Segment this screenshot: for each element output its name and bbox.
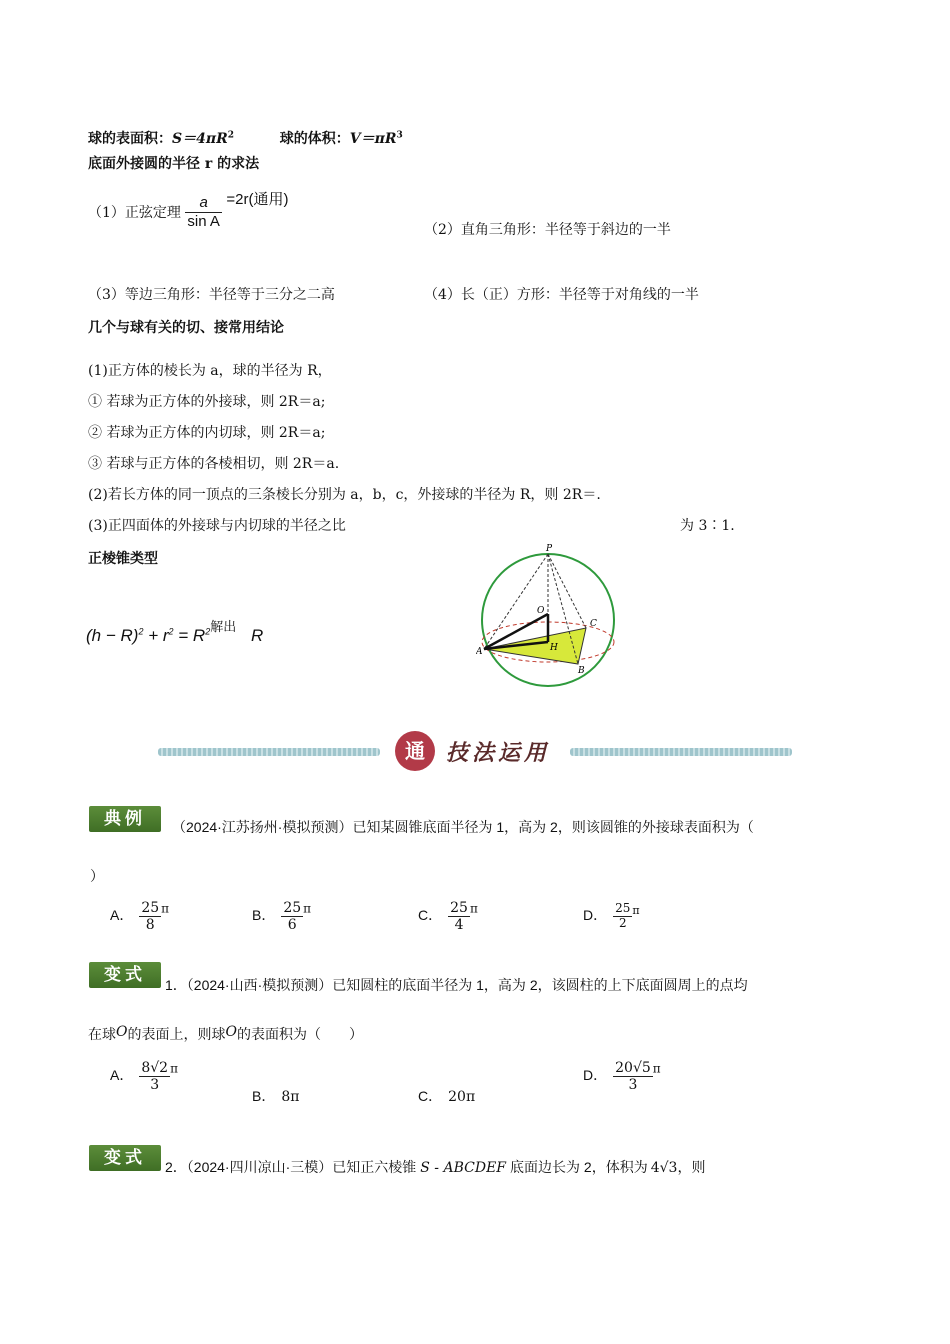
pyramid-formula	[86, 616, 263, 646]
label-o: O	[537, 606, 545, 616]
option-value: 8π	[281, 1089, 300, 1105]
option-value: 20π	[448, 1089, 476, 1105]
variant2-text	[165, 1157, 705, 1177]
volume-value: 4√3	[650, 1160, 678, 1176]
method-3: （3）等边三角形：半径等于三分之二高	[88, 287, 335, 303]
pyramid-name: S - ABCDEF	[420, 1160, 507, 1176]
conclusion-5: (2)若长方体的同一顶点的三条棱长分别为 a，b，c，外接球的半径为 R，则 2R＝.	[88, 487, 601, 503]
option-fraction	[448, 900, 470, 933]
option-suffix: π	[303, 901, 312, 916]
conclusion-2: ① 若球为正方体的外接球，则 2R＝a;	[88, 394, 326, 410]
variant2-text-c: ，则	[677, 1159, 706, 1175]
option-num: 25	[450, 900, 468, 916]
formula-exp-2: 2	[168, 626, 174, 637]
sphere-pyramid-figure	[476, 542, 620, 690]
base-triangle	[484, 628, 586, 664]
variant2-text-a: 2．（2024·四川凉山·三模）已知正六棱锥	[165, 1159, 417, 1175]
edge-pa	[484, 554, 548, 649]
label-b: B	[578, 666, 585, 676]
option-num: 25	[283, 900, 302, 916]
option-suffix: π	[161, 901, 170, 916]
option-label: B．	[252, 907, 276, 924]
option-den: 3	[628, 1077, 638, 1094]
label-c: C	[590, 619, 597, 629]
option-fraction	[139, 900, 161, 933]
option-den: 4	[454, 917, 464, 934]
option-label: B．	[252, 1088, 276, 1104]
variant2-text-b: 底面边长为 2，体积为	[510, 1159, 648, 1175]
variant1-option-a[interactable]	[110, 1060, 178, 1093]
variant1-text2b: 的表面上，则球	[127, 1026, 226, 1042]
sine-num: a	[185, 194, 222, 212]
option-label: C．	[418, 907, 443, 924]
option-suffix: π	[170, 1061, 178, 1076]
example-text: （2024·江苏扬州·模拟预测）已知某圆锥底面半径为 1，高为 2，则该圆锥的外接球表面积为（	[172, 819, 754, 835]
sine-fraction	[185, 194, 222, 230]
option-num: 25	[615, 901, 631, 915]
volume-formula: V＝πR	[349, 131, 397, 147]
variant1-option-d[interactable]	[583, 1060, 661, 1093]
formula-result: R	[250, 626, 264, 645]
method-1-label: （1）正弦定理	[88, 205, 181, 221]
option-suffix: π	[469, 901, 478, 916]
option-den: 2	[618, 915, 627, 930]
variant1-tag: 变式	[89, 962, 161, 988]
variant1-text-line2	[88, 1024, 363, 1044]
option-den: 8	[145, 917, 155, 934]
option-fraction	[613, 902, 632, 931]
formula-lhs: (h − R)	[86, 626, 139, 645]
option-fraction	[281, 900, 303, 933]
conclusions-heading: 几个与球有关的切、接常用结论	[88, 320, 284, 336]
example-option-d[interactable]	[583, 902, 640, 931]
sine-den: sin A	[187, 212, 220, 230]
option-num: 25	[141, 900, 160, 916]
option-suffix: π	[632, 904, 640, 917]
conclusion-1: (1)正方体的棱长为 a，球的半径为 R，	[88, 363, 332, 379]
option-suffix: π	[652, 1061, 661, 1076]
option-label: A．	[110, 1067, 134, 1084]
banner-title: 技法运用	[446, 741, 551, 766]
conclusion-4: ③ 若球与正方体的各棱相切，则 2R＝a.	[88, 456, 340, 472]
surface-exp: 2	[227, 130, 234, 141]
variant1-option-c[interactable]	[418, 1086, 475, 1106]
volume-exp: 3	[396, 130, 403, 141]
label-p: P	[546, 544, 553, 554]
example-tag: 典例	[89, 806, 161, 832]
formula-exp-3: 2	[205, 626, 211, 637]
option-label: A．	[110, 907, 134, 924]
formula-note: 解出	[210, 619, 237, 634]
banner-icon: 通	[395, 731, 435, 771]
option-den: 6	[287, 917, 297, 934]
edge-pc	[548, 554, 586, 628]
formula-exp-1: 2	[138, 626, 144, 637]
label-a: A	[476, 647, 483, 657]
option-label: D．	[583, 1067, 608, 1084]
volume-label: 球的体积：	[279, 131, 350, 147]
formula-mid: + r	[148, 626, 169, 645]
label-h: H	[550, 643, 558, 653]
example-option-b[interactable]	[252, 900, 311, 933]
option-label: D．	[583, 907, 608, 923]
sphere-o-2: O	[225, 1024, 237, 1040]
conclusion-6-ratio: 为 3∶1.	[680, 518, 735, 534]
option-label: C．	[418, 1088, 443, 1104]
conclusion-3: ② 若球为正方体的内切球，则 2R＝a;	[88, 425, 326, 441]
sphere-o-1: O	[116, 1024, 128, 1040]
option-num: 20√5	[615, 1060, 651, 1076]
conclusion-6: (3)正四面体的外接球与内切球的半径之比	[88, 518, 346, 534]
surface-label: 球的表面积：	[88, 131, 172, 147]
sine-rhs: =2r(通用)	[226, 191, 289, 208]
option-num: 8√2	[141, 1060, 169, 1076]
method-2: （2）直角三角形：半径等于斜边的一半	[424, 222, 671, 238]
variant1-text2c: 的表面积为（ ）	[236, 1026, 363, 1042]
formula-rhs: = R	[178, 626, 206, 645]
variant2-tag: 变式	[89, 1145, 161, 1171]
example-close: ）	[90, 868, 104, 884]
method-4: （4）长（正）方形：半径等于对角线的一半	[424, 287, 699, 303]
surface-formula: S＝4πR	[172, 131, 228, 147]
pyramid-heading: 正棱锥类型	[88, 551, 158, 567]
method-1	[88, 188, 288, 230]
variant1-text2a: 在球	[88, 1026, 116, 1042]
variant1-option-b[interactable]	[252, 1086, 299, 1106]
variant1-text: 1．（2024·山西·模拟预测）已知圆柱的底面半径为 1，高为 2，该圆柱的上下底面圆周上的点均	[165, 977, 748, 993]
option-den: 3	[150, 1077, 160, 1094]
sphere-formulas	[88, 128, 403, 148]
option-fraction	[613, 1060, 653, 1093]
example-option-c[interactable]	[418, 900, 478, 933]
banner-rule-right	[570, 748, 792, 756]
example-option-a[interactable]	[110, 900, 169, 933]
circumradius-heading: 底面外接圆的半径 r 的求法	[88, 156, 260, 172]
banner-rule-left	[158, 748, 380, 756]
option-fraction	[139, 1060, 170, 1093]
